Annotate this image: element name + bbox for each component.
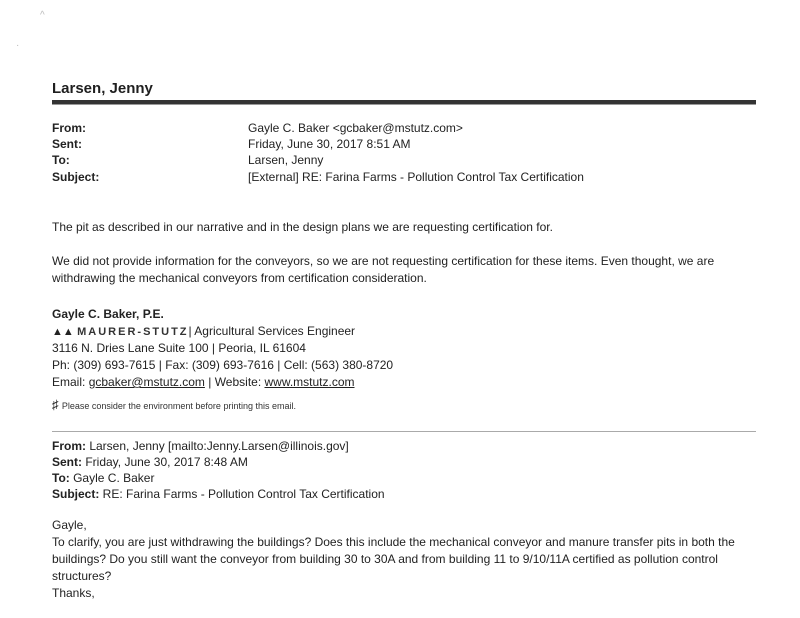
from-value: Gayle C. Baker <gcbaker@mstutz.com>: [248, 121, 463, 135]
email-label: Email:: [52, 375, 89, 389]
quoted-from-value: Larsen, Jenny [mailto:Jenny.Larsen@illinois.gov]: [86, 439, 349, 453]
signature-company-line: [52, 323, 355, 341]
quoted-greeting: Gayle,: [52, 518, 87, 532]
mailbox-owner: Larsen, Jenny: [52, 80, 153, 97]
quoted-from-row: [52, 438, 349, 454]
signature-name: Gayle C. Baker, P.E.: [52, 307, 164, 321]
header-rule-thin: [52, 104, 756, 105]
body-paragraph-2: We did not provide information for the conveyors, so we are not requesting certification for these items. Even thought, we are withdrawing the mechanical conveyors from certification consideration.: [52, 254, 715, 285]
quoted-subject-row: [52, 486, 385, 502]
website-label: | Website:: [204, 375, 265, 389]
quoted-sent-row: [52, 454, 248, 470]
quoted-sent-label: Sent:: [52, 455, 82, 469]
quoted-subject-value: RE: Farina Farms - Pollution Control Tax Certification: [99, 487, 385, 501]
sent-label: Sent:: [52, 137, 82, 151]
quoted-from-label: From:: [52, 439, 86, 453]
email-link[interactable]: gcbaker@mstutz.com: [88, 375, 205, 389]
quoted-to-row: [52, 470, 154, 486]
sent-value: Friday, June 30, 2017 8:51 AM: [248, 137, 411, 151]
company-logo-icon: ▲▲: [52, 326, 74, 338]
website-link[interactable]: www.mstutz.com: [264, 375, 355, 389]
quoted-body: To clarify, you are just withdrawing the buildings? Does this include the mechanical conveyor and manure transfer pits in both the buildings? Do you still want the conveyor from building 30 to 30A and from building 11 to 9/10/11A certified as pollution control structures?: [52, 535, 735, 583]
to-value: Larsen, Jenny: [248, 153, 324, 167]
quote-divider: [52, 431, 756, 432]
body-paragraph-1: The pit as described in our narrative and in the design plans we are requesting certification for.: [52, 220, 553, 234]
environment-note-text: Please consider the environment before printing this email.: [61, 401, 296, 411]
environment-note: [52, 396, 296, 415]
to-label: To:: [52, 153, 70, 167]
signature-address: 3116 N. Dries Lane Suite 100 | Peoria, IL 61604: [52, 341, 306, 355]
quoted-to-value: Gayle C. Baker: [69, 471, 155, 485]
scan-speck: ^: [40, 10, 45, 21]
quoted-to-label: To:: [52, 471, 70, 485]
signature-phones: Ph: (309) 693-7615 | Fax: (309) 693-7616 | Cell: (563) 380-8720: [52, 358, 394, 372]
tree-icon: ♯: [52, 397, 59, 412]
subject-label: Subject:: [52, 170, 100, 184]
signature-contact: [52, 374, 355, 391]
from-label: From:: [52, 121, 86, 135]
quoted-subject-label: Subject:: [52, 487, 100, 501]
scan-speck: ·: [16, 40, 20, 51]
signature-title: | Agricultural Services Engineer: [188, 324, 356, 338]
subject-value: [External] RE: Farina Farms - Pollution Control Tax Certification: [248, 170, 584, 184]
quoted-closing: Thanks,: [52, 586, 95, 600]
quoted-sent-value: Friday, June 30, 2017 8:48 AM: [82, 455, 248, 469]
company-name: MAURER-STUTZ: [77, 326, 189, 338]
